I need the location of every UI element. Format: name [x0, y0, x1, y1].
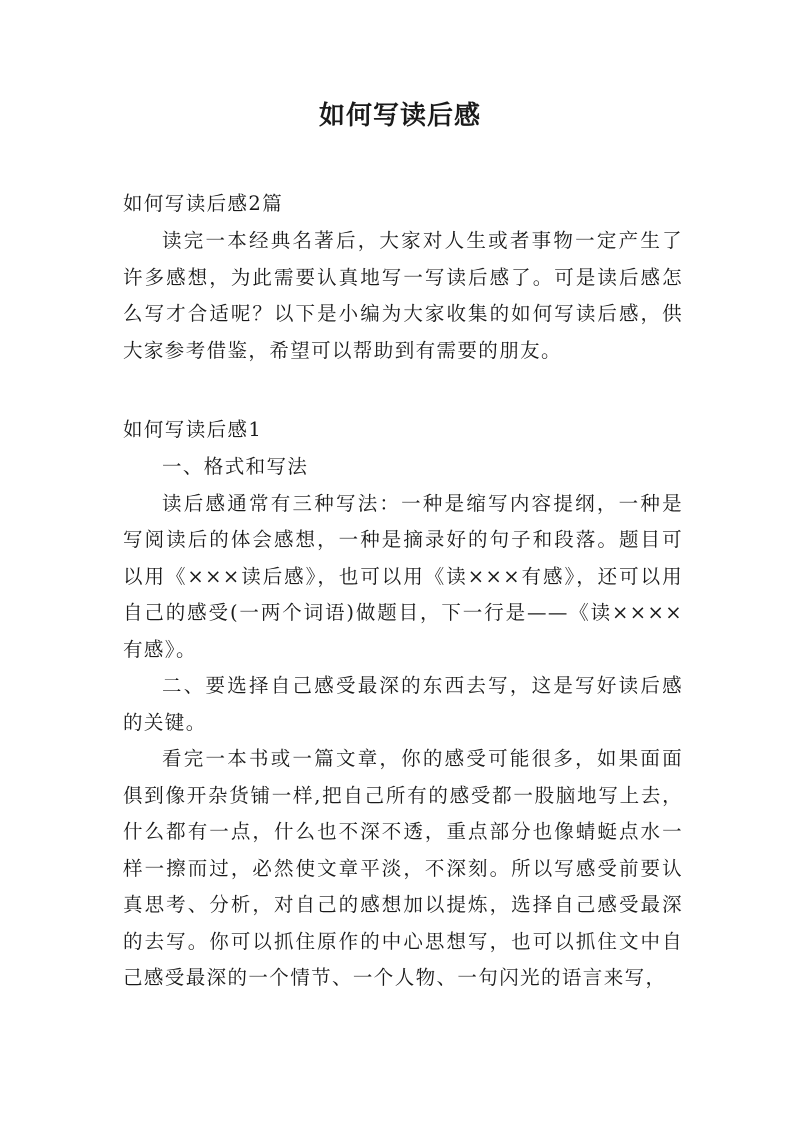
document-title: 如何写读后感: [318, 101, 481, 131]
section-heading: 如何写读后感2篇: [123, 192, 284, 215]
paragraph-deep-feeling: 看完一本书或一篇文章，你的感受可能很多，如果面面俱到像开杂货铺一样,把自己所有的感受都一股脑地写上去，什么都有一点，什么也不深不透，重点部分也像蜻蜓点水一样一擦而过，必然使文章平淡，不深刻。所以写感受前要认真思考、分析，对自己的感想加以提炼，选择自己感受最深的去写。你可以抓住原作的中心思想写，也可以抓住文中自己感受最深的一个情节、一个人物、一句闪光的语言来写，: [123, 747, 683, 989]
article-body: [123, 449, 683, 997]
paragraph-format-heading: 一、格式和写法: [162, 455, 309, 478]
paragraph-choose-feeling: 二、要选择自己感受最深的东西去写，这是写好读后感的关键。: [123, 674, 683, 734]
article-heading: 如何写读后感1: [123, 418, 263, 441]
intro-paragraph: 读完一本经典名著后，大家对人生或者事物一定产生了许多感想，为此需要认真地写一写读后感了。可是读后感怎么写才合适呢？以下是小编为大家收集的如何写读后感，供大家参考借鉴，希望可以帮助到有需要的朋友。: [123, 229, 683, 362]
paragraph-writing-methods: 读后感通常有三种写法：一种是缩写内容提纲，一种是写阅读后的体会感想，一种是摘录好的句子和段落。题目可以用《×××读后感》，也可以用《读×××有感》，还可以用自己的感受(一两个词语)做题目，下一行是——《读××××有感》。: [123, 491, 683, 661]
